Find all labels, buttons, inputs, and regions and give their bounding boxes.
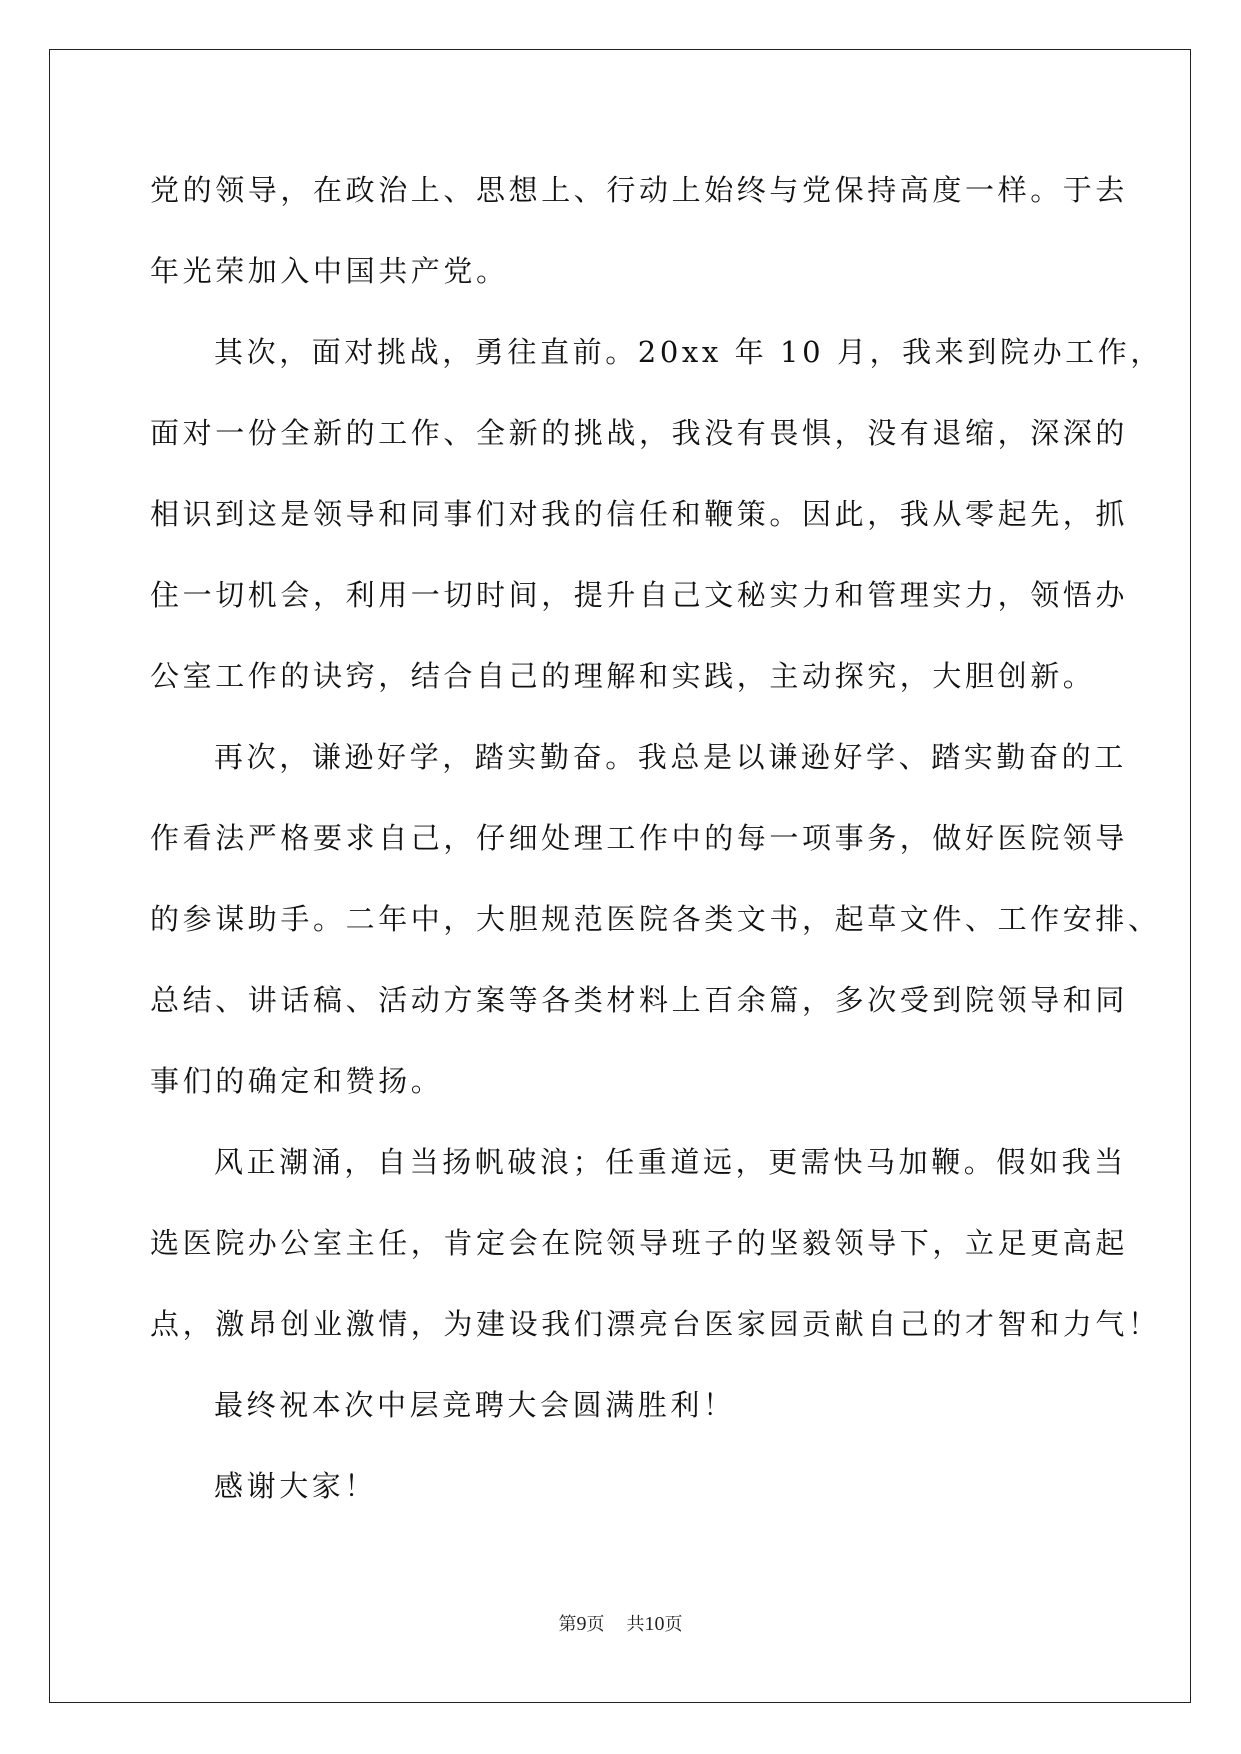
text-line: 总结、讲话稿、活动方案等各类材料上百余篇，多次受到院领导和同 bbox=[150, 983, 1129, 1017]
text-line: 的参谋助手。二年中，大胆规范医院各类文书，起草文件、工作安排、 bbox=[150, 902, 1161, 936]
current-page-number: 9 bbox=[576, 1613, 587, 1635]
text-line: 最终祝本次中层竞聘大会圆满胜利！ bbox=[214, 1388, 736, 1422]
text-line: 点，激昂创业激情，为建设我们漂亮台医家园贡献自己的才智和力气！ bbox=[150, 1307, 1161, 1341]
page-label-suffix: 页 bbox=[586, 1614, 605, 1635]
text-line: 面对一份全新的工作、全新的挑战，我没有畏惧，没有退缩，深深的 bbox=[150, 416, 1129, 450]
page-footer bbox=[0, 1612, 1241, 1637]
total-label-suffix: 页 bbox=[664, 1614, 683, 1635]
text-line: 再次，谦逊好学，踏实勤奋。我总是以谦逊好学、踏实勤奋的工 bbox=[214, 740, 1127, 774]
text-line: 感谢大家！ bbox=[214, 1469, 378, 1503]
text-line: 年光荣加入中国共产党。 bbox=[150, 254, 509, 288]
text-line: 住一切机会，利用一切时间，提升自己文秘实力和管理实力，领悟办 bbox=[150, 578, 1129, 612]
text-line: 其次，面对挑战，勇往直前。20xx 年 10 月，我来到院办工作， bbox=[214, 335, 1163, 369]
total-page-number: 10 bbox=[644, 1613, 665, 1635]
text-line: 作看法严格要求自己，仔细处理工作中的每一项事务，做好医院领导 bbox=[150, 821, 1129, 855]
text-line: 事们的确定和赞扬。 bbox=[150, 1064, 444, 1098]
text-line: 相识到这是领导和同事们对我的信任和鞭策。因此，我从零起先，抓 bbox=[150, 497, 1129, 531]
document-body bbox=[150, 150, 1163, 1527]
text-line: 公室工作的诀窍，结合自己的理解和实践，主动探究，大胆创新。 bbox=[150, 659, 1096, 693]
text-line: 风正潮涌，自当扬帆破浪；任重道远，更需快马加鞭。假如我当 bbox=[214, 1145, 1127, 1179]
text-line: 选医院办公室主任，肯定会在院领导班子的坚毅领导下，立足更高起 bbox=[150, 1226, 1129, 1260]
total-label-prefix: 共 bbox=[626, 1614, 645, 1635]
text-line: 党的领导，在政治上、思想上、行动上始终与党保持高度一样。于去 bbox=[150, 173, 1129, 207]
page-label-prefix: 第 bbox=[558, 1614, 577, 1635]
